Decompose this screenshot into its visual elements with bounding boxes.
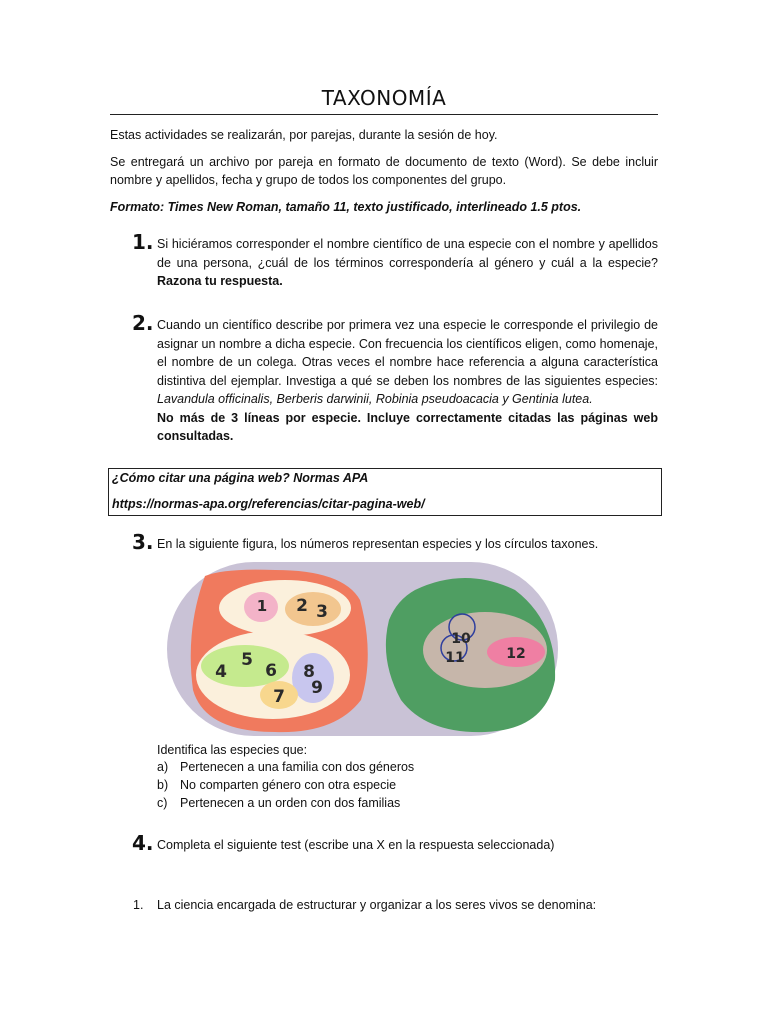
species-label-6: 6 <box>265 661 277 681</box>
question-1-text <box>157 235 658 291</box>
species-label-3: 3 <box>316 602 328 622</box>
question-1-emphasis: Razona tu respuesta. <box>157 274 283 288</box>
species-label-9: 9 <box>311 678 323 698</box>
list-item-text: Pertenecen a una familia con dos géneros <box>180 760 415 774</box>
species-label-11: 11 <box>445 650 465 666</box>
question-4-number: 4. <box>132 831 154 855</box>
list-item-text: Pertenecen a un orden con dos familias <box>180 796 401 810</box>
question-2-text <box>157 316 658 446</box>
citation-box-link[interactable]: https://normas-apa.org/referencias/citar-pagina-web/ <box>112 497 425 511</box>
question-1-number: 1. <box>132 230 154 254</box>
species-label-7: 7 <box>273 687 285 707</box>
intro-paragraph-2: Se entregará un archivo por pareja en formato de documento de texto (Word). Se debe incluir nombre y apellidos, fecha y grupo de todos los componentes del grupo. <box>110 155 658 187</box>
citation-box-heading: ¿Cómo citar una página web? Normas APA <box>112 471 369 485</box>
question-2-species: Lavandula officinalis, Berberis darwinii, Robinia pseudoacacia y Gentinia lutea. <box>157 392 593 406</box>
test-question-1-number: 1. <box>133 898 144 912</box>
list-item-label: c) <box>157 796 168 810</box>
question-4-text: Completa el siguiente test (escribe una X en la respuesta seleccionada) <box>157 838 555 852</box>
title-underline <box>110 114 658 115</box>
format-instructions: Formato: Times New Roman, tamaño 11, texto justificado, interlineado 1.5 ptos. <box>110 200 582 214</box>
species-label-2: 2 <box>296 596 308 616</box>
question-2-emphasis: No más de 3 líneas por especie. Incluye correctamente citadas las páginas web consultadas. <box>157 410 658 443</box>
species-label-4: 4 <box>215 662 227 682</box>
citation-box <box>108 468 662 516</box>
species-label-10: 10 <box>451 631 471 647</box>
species-label-1: 1 <box>256 597 268 615</box>
test-question-1-text: La ciencia encargada de estructurar y organizar a los seres vivos se denomina: <box>157 898 597 912</box>
question-2-number: 2. <box>132 311 154 335</box>
question-1-body: Si hiciéramos corresponder el nombre científico de una especie con el nombre y apellidos de una persona, ¿cuál de los términos correspondería al género y cuál a la especie? <box>157 237 658 270</box>
intro-paragraph-1: Estas actividades se realizarán, por parejas, durante la sesión de hoy. <box>110 128 498 142</box>
question-3-number: 3. <box>132 530 154 554</box>
list-item-text: No comparten género con otra especie <box>180 778 397 792</box>
page-title: TAXONOMÍA <box>321 86 447 110</box>
question-3-text: En la siguiente figura, los números representan especies y los círculos taxones. <box>157 537 599 551</box>
genus-circle-2-3 <box>285 592 341 626</box>
species-label-12: 12 <box>506 646 526 662</box>
question-3-prompt: Identifica las especies que: <box>157 743 308 757</box>
list-item-label: a) <box>157 760 169 774</box>
list-item-label: b) <box>157 778 169 792</box>
taxonomy-venn-figure <box>165 560 560 738</box>
question-2-body: Cuando un científico describe por primera vez una especie le corresponde el privilegio de asignar un nombre a dicha especie. Con frecuencia los científicos eligen, como homenaje, el nombre de un colega. Otras veces el nombre hace referencia a alguna característica distintiva del ejemplar. Investiga a qué se deben los nombres de las siguientes especies: <box>157 318 658 388</box>
species-label-5: 5 <box>241 650 253 670</box>
species-label-8: 8 <box>303 662 315 682</box>
